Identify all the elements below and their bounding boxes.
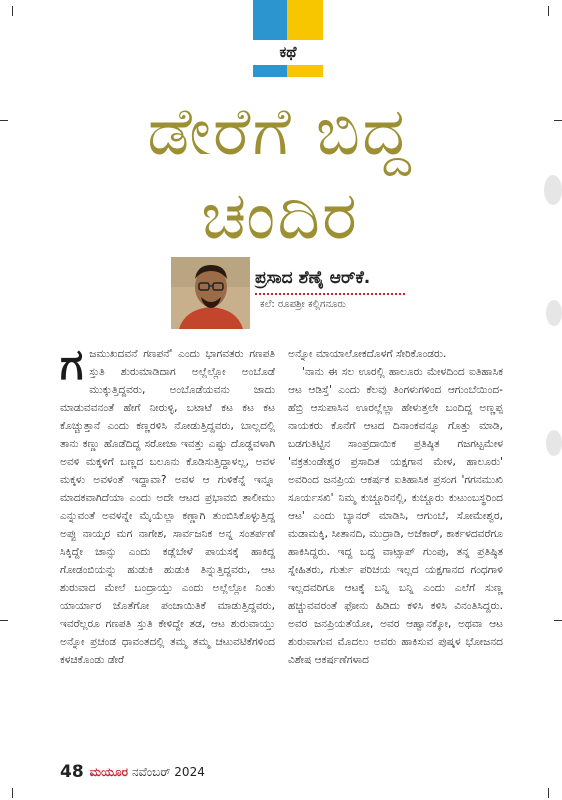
drop-cap: ಗ: [60, 340, 84, 390]
edge-smudge: [544, 175, 562, 205]
magazine-logo: ಮಯೂರ: [89, 765, 128, 779]
story-title-line-2: ಚಂದಿರ: [201, 177, 359, 254]
crop-mark: [12, 788, 13, 798]
crop-mark: [0, 120, 8, 121]
crop-mark: [548, 788, 549, 798]
badge-yellow-block: [287, 0, 323, 40]
issue-date: ನವೆಂಬರ್ 2024: [131, 765, 205, 779]
story-title-line-1: ಡೇರೆಗೆ ಬಿದ್ದ: [147, 93, 413, 170]
edge-smudge: [546, 300, 562, 326]
illustrator-credit: ಕಲೆ: ರೂಪಶ್ರೀ ಕಲ್ಲಿಗನೂರು: [260, 299, 346, 310]
author-name: ಪ್ರಸಾದ ಶೆಣೈ ಆರ್‌ಕೆ.: [255, 268, 371, 288]
author-divider: [255, 293, 405, 295]
body-paragraph: 'ನಾನು ಈ ಸಲ ಊರಲ್ಲಿ ಹಾಲೂರು ಮೇಳದಿಂದ ಐತಿಹಾಸಿಕ ಆಟ ಆಡಿಸ್ತೆ' ಎಂದು ಕೆಲವು ತಿಂಗಳುಗಳಿಂದ ಆಗುಂಬೆಯಿಂದ- ಹೆಬ್ರಿ ಆಸುಪಾಸಿನ ಊರಲ್ಲೆಲ್ಲಾ ಹೇಳುತ್ತಲೇ ಬಂದಿದ್ದ ಅಣ್ಣಪ್ಪ ನಾಯಕರು ಕೊನೆಗೆ ಆಟದ ದಿನಾಂಕವನ್ನೂ ಗೊತ್ತು ಮಾಡಿ, ಬಡಗುತಿಟ್ಟಿನ ಸಾಂಪ್ರದಾಯಿಕ ಪ್ರತಿಷ್ಠಿತ ಗಜಗಟ್ಟಮೇಳ 'ವಕ್ರತುಂಡೇಶ್ವರ ಪ್ರಸಾದಿತ ಯಕ್ಷಗಾನ ಮೇಳ, ಹಾಲೂರು' ಅವರಿಂದ ಜನಪ್ರಿಯ ಆಕರ್ಷಕ ಐತಿಹಾಸಿಕ ಪ್ರಸಂಗ 'ಗಗನಮುಖಿ ಸೂರ್ಯಸಖಿ' ನಿಮ್ಮ ಕುಚ್ಚೂರಿನಲ್ಲಿ, ಕುಚ್ಚೂರು ಕುಟುಂಬಸ್ಥರಿಂದ ಆಟ' ಎಂದು ಬ್ಯಾನರ್ ಮಾಡಿಸಿ, ಆಗುಂಬೆ, ಸೋಮೇಶ್ವರ, ಮಡಾಮಕ್ಕಿ, ಸೀತಾನದಿ, ಮುದ್ರಾಡಿ, ಅಜೆಕಾರ್, ಕಾರ್ಕಳದವರೆಗೂ ಹಾಕಿಸಿದ್ದರು. ಇದ್ದ ಬದ್ದ ವಾಟ್ಸಾಪ್ ಗುಂಪು, ತನ್ನ ಪ್ರತಿಷ್ಠಿತ ಸ್ನೇಹಿತರು, ಗುರ್ತು ಪರಿಚಯ ಇಲ್ಲದ ಯಕ್ಷಗಾನದ ಗಂಧಗಾಳಿ ಇಲ್ಲದವರಿಗೂ ಆಟಕ್ಕೆ ಬನ್ನಿ ಬನ್ನಿ ಎಂದು ಎಲೆಗೆ ಸುಣ್ಣ ಹಚ್ಚುವವರಂತೆ ಫೋನು ಹಿಡಿದು ಕಳಿಸಿ ಕಳಿಸಿ ವಿನಂತಿಸಿದ್ದರು. ಅವರ ಜನಪ್ರಿಯತೆಯೋ, ಅವರ ಆಹ್ವಾನಕ್ಕೋ, ಅಥವಾ ಆಟ ಶುರುವಾಗುವ ಮೊದಲು ಅವರು ಹಾಕಿಸುವ ಪುಷ್ಕಳ ಭೋಜನದ ವಿಶೇಷ ಆಕರ್ಷಣೆಗಳಾದ: [288, 366, 503, 666]
body-paragraph: [60, 340, 275, 669]
page-footer: [60, 762, 205, 782]
badge-yellow-bar: [287, 65, 323, 77]
badge-blue-block: [253, 0, 287, 40]
crop-mark: [548, 6, 549, 16]
crop-mark: [554, 120, 562, 121]
crop-mark: [0, 620, 8, 621]
page-number: 48: [60, 762, 84, 782]
left-column-text: ಜಮುಖದವನೆ ಗಣಪನೆ' ಎಂದು ಭಾಗವತರು ಗಣಪತಿ ಸ್ತುತಿ ಶುರುಮಾಡಿದಾಗ ಅಲ್ಲೆಲ್ಲೋ ಅಂಬೊಡೆ ಮುಕ್ಕುತ್ತಿದ್ದವರು, ಅಂಬೊಡೆಯವನು ಜಾದು ಮಾಡುವವನಂತೆ ಹೇಗೆ ನೀರುಳ್ಳಿ, ಬಟಾಟೆ ಕಟ ಕಟ ಕಟ ಕೊಚ್ಚುತ್ತಾನೆ ಎಂದು ಕಣ್ಣರಳಿಸಿ ನೋಡುತ್ತಿದ್ದವರು, ಬಾಲ್ಲದಲ್ಲಿ ತಾನು ಕಣ್ಣು ಹೊಡೆದಿದ್ದ ಸರೋಜಾ ಇವತ್ತು ಎಷ್ಟು ದೊಡ್ಡವಳಾಗಿ ಅವಳಿ ಮಕ್ಕಳಿಗೆ ಬಣ್ಣದ ಬಲೂನು ಕೊಡಿಸುತ್ತಿದ್ದಾಳಲ್ಲ, ಅವಳ ಮಕ್ಕಳು ಅವಳಂತೆ ಇದ್ದಾವಾ? ಅವಳ ಆ ಗುಳಿಕೆನ್ನೆ ಇನ್ನೂ ಮಾದಕವಾಗಿದೆಯಾ ಎಂದು ಅದೇ ಆಟದ ಪ್ರಭಾವಬಿ ತಾಲೀಮು ಎನ್ನುವಂತೆ ಅವಳನ್ನೇ ಮೈಯೆಲ್ಲಾ ಕಣ್ಣಾಗಿ ತುಂಬಿಸಿಕೊಳ್ಳುತ್ತಿದ್ದ ಅಪ್ಪು ನಾಯ್ಕರ ಮಗ ನಾಗೇಶ, ಸಾರ್ವಜನಿಕ ಅನ್ನ ಸಂತರ್ಪಣೆ ಸಿಕ್ಕಿದ್ದೇ ಚಾನ್ಸು ಎಂದು ಕಡ್ಲೆಬೇಳೆ ಪಾಯಸಕ್ಕೆ ಹಾಕಿದ್ದ ಗೋಡಂಬಿಯನ್ನು ಹುಡುಕಿ ಹುಡುಕಿ ತಿನ್ನುತ್ತಿದ್ದವರು, ಆಟ ಶುರುವಾದ ಮೇಲೆ ಬಂದ್ರಾಯ್ತು ಎಂದು ಅಲ್ಲೆಲ್ಲೋ ನಿಂತು ಯಾರ್ಯಾರ ಜೊತೆಗೋ ಪಂಚಾಯಿತಿಕೆ ಮಾಡುತ್ತಿದ್ದವರು, ಇವರೆಲ್ಲರೂ ಗಣಪತಿ ಸ್ತುತಿ ಕೇಳಿದ್ದೇ ತಡ, ಆಟ ಶುರುವಾಯ್ತು ಅನ್ನೋ ಪ್ರಚಂಡ ಧಾವಂತದಲ್ಲಿ ತಮ್ಮ ತಮ್ಮ ಚಟುವಟಿಕೆಗಳಿಂದ ಕಳಚಿಕೊಂಡು ಡೇರೆ: [60, 348, 275, 666]
badge-blue-bar: [253, 65, 287, 77]
edge-smudge: [546, 430, 562, 456]
section-label: ಕಥೆ: [253, 40, 323, 64]
author-photo: [171, 257, 250, 329]
body-paragraph: ಅನ್ನೋ ಮಾಯಾಲೋಕದೊಳಗೆ ಸೇರಿಕೊಂಡರು.: [288, 348, 447, 360]
body-column-right: [288, 345, 503, 669]
body-column-left: [60, 340, 275, 669]
crop-mark: [12, 6, 13, 16]
crop-mark: [554, 620, 562, 621]
